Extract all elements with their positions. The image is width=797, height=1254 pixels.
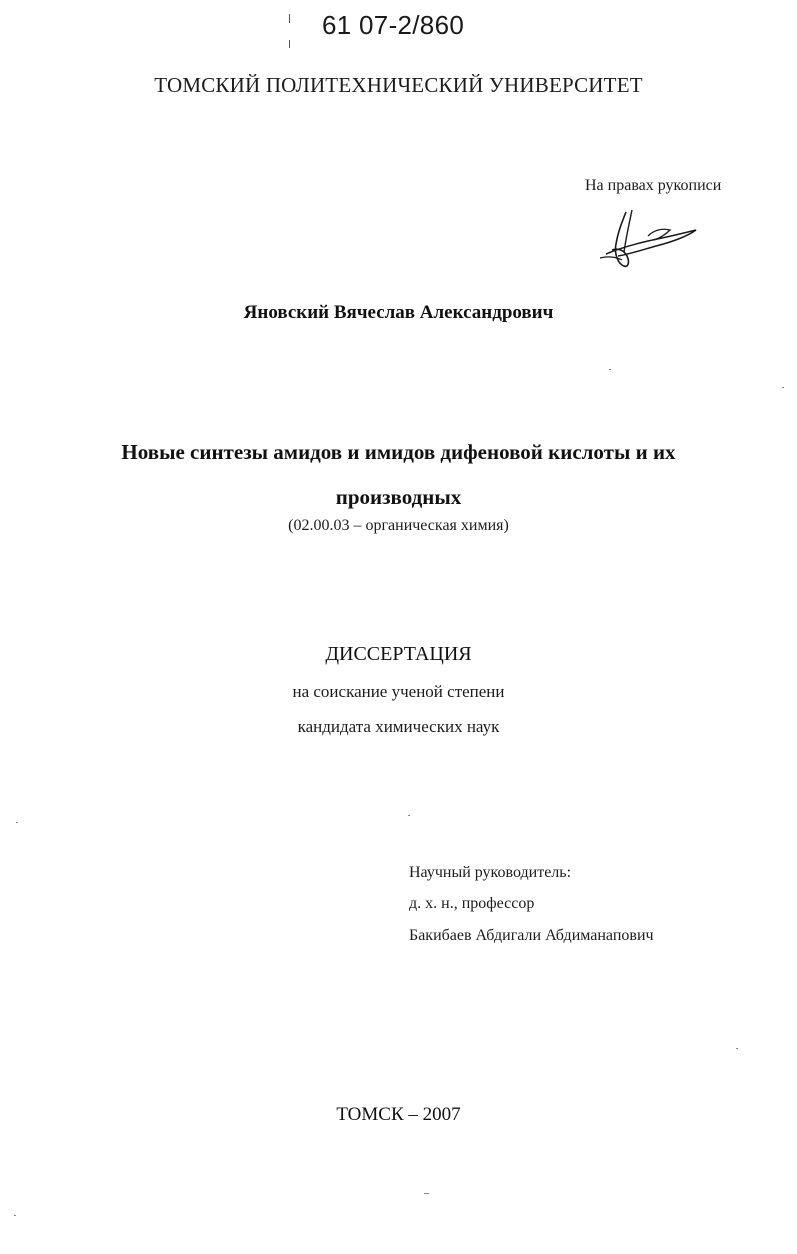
scan-speck xyxy=(736,1048,738,1049)
university-name: ТОМСКИЙ ПОЛИТЕХНИЧЕСКИЙ УНИВЕРСИТЕТ xyxy=(154,73,643,97)
signature-icon xyxy=(596,208,706,274)
degree-name-line: кандидата химических наук xyxy=(297,717,500,736)
title-line: Новые синтезы амидов и имидов дифеновой кислоты и их xyxy=(121,440,676,464)
manuscript-rights-note: На правах рукописи xyxy=(585,177,722,194)
adviser-degree: д. х. н., профессор xyxy=(409,895,535,912)
catalog-number: 61 07-2/860 xyxy=(322,10,465,40)
document-type-heading: ДИССЕРТАЦИЯ xyxy=(325,643,472,665)
scan-speck xyxy=(609,369,611,370)
dissertation-title xyxy=(60,430,737,520)
scan-speck xyxy=(14,1215,16,1216)
scan-speck xyxy=(16,822,18,823)
scan-speck xyxy=(424,1193,429,1194)
scan-tick xyxy=(289,14,290,23)
scan-speck xyxy=(782,387,784,388)
author-name: Яновский Вячеслав Александрович xyxy=(243,302,554,323)
city-year: ТОМСК – 2007 xyxy=(336,1104,461,1125)
degree-purpose-line: на соискание ученой степени xyxy=(292,682,505,701)
scan-tick xyxy=(289,40,290,48)
specialty-code: (02.00.03 – органическая химия) xyxy=(288,517,509,534)
adviser-name: Бакибаев Абдигали Абдиманапович xyxy=(409,927,654,944)
title-line: производных xyxy=(335,485,462,509)
scan-speck xyxy=(408,815,410,816)
adviser-label: Научный руководитель: xyxy=(409,864,572,881)
